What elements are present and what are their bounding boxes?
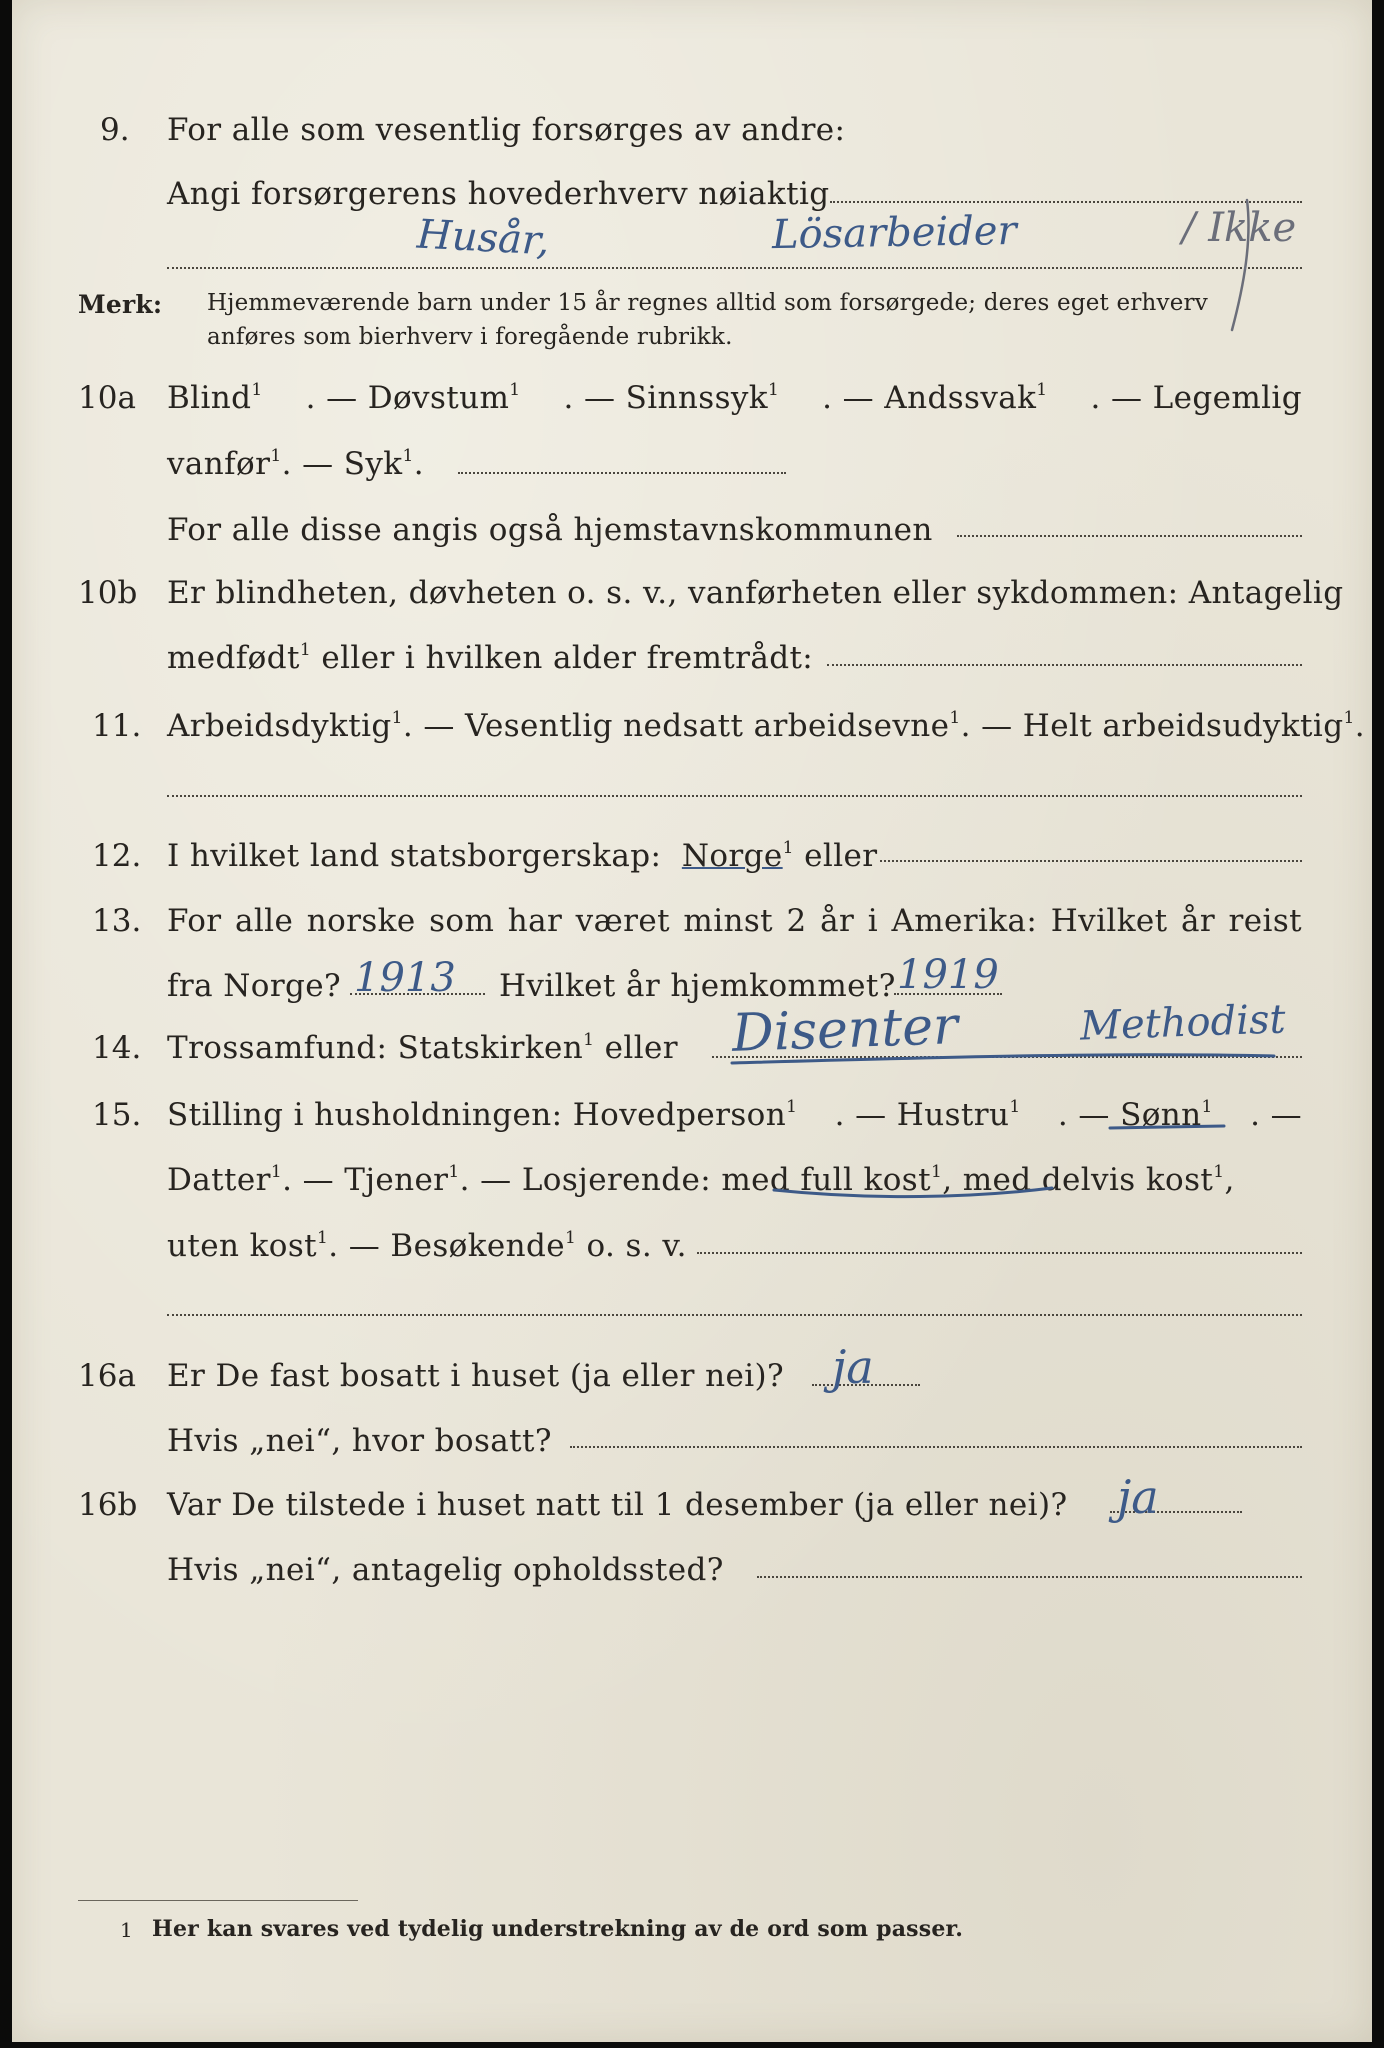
merk-label: Merk: xyxy=(78,290,163,319)
q15-hovedperson: Stilling i husholdningen: Hovedperson$^1$ xyxy=(167,1097,798,1133)
q10a-line3: For alle disse angis også hjemstavnskommunen xyxy=(167,512,933,548)
census-form-page xyxy=(12,0,1372,2042)
q16b-line1: Var De tilstede i huset natt til 1 desember (ja eller nei)? xyxy=(167,1487,1068,1523)
q16a-line1: Er De fast bosatt i huset (ja eller nei)? xyxy=(167,1358,785,1394)
q14-number: 14. xyxy=(92,1030,142,1066)
q16a-line2: Hvis „nei“, hvor bosatt? xyxy=(167,1423,552,1459)
q13-handwritten-hjemkommet: 1919 xyxy=(897,952,999,998)
q11-line: Arbeidsdyktig$^1$. — Vesentlig nedsatt arbeidsevne$^1$. — Helt arbeidsudyktig$^1$. xyxy=(167,708,1365,744)
q10b-line1: Er blindheten, døvheten o. s. v., vanførheten eller sykdommen: Antagelig xyxy=(167,575,1344,611)
q14-line: Trossamfund: Statskirken$^1$ eller xyxy=(167,1030,679,1066)
q11-number: 11. xyxy=(92,708,142,744)
q15-number: 15. xyxy=(92,1097,142,1133)
footnote-mark: 1 xyxy=(120,1918,133,1942)
q10a-blind: Blind$^1$ xyxy=(167,380,263,416)
footnote-text: Her kan svares ved tydelig understrekning av de ord som passer. xyxy=(152,1916,964,1942)
q10a-line2: vanfør$^1$. — Syk$^1$. xyxy=(167,446,424,482)
q15-dash: . — xyxy=(1250,1097,1302,1133)
merk-line2: anføres som bierhverv i foregående rubrikk. xyxy=(207,324,733,350)
q9-margin-stroke xyxy=(1232,200,1249,330)
q16a-handwritten-answer: ja xyxy=(832,1340,874,1394)
q10a-andssvak: . — Andssvak$^1$ xyxy=(822,380,1048,416)
q12-line: I hvilket land statsborgerskap: Norge$^1$ eller xyxy=(167,838,878,874)
q9-line1: For alle som vesentlig forsørges av andre: xyxy=(167,112,846,148)
q16b-handwritten-answer: ja xyxy=(1117,1470,1159,1524)
pen-strokes xyxy=(12,0,1372,2042)
q13-line2-a: fra Norge? xyxy=(167,968,342,1004)
q9-line2: Angi forsørgerens hovederhverv nøiaktig xyxy=(167,176,830,212)
q9-handwritten-answer-c: / Ikke xyxy=(1182,205,1297,251)
q13-handwritten-reist: 1913 xyxy=(354,955,456,1001)
q12-number: 12. xyxy=(92,838,142,874)
q15-sonn-underline xyxy=(1110,1126,1224,1128)
q9-handwritten-answer-a: Husår, xyxy=(415,211,551,265)
q16b-number: 16b xyxy=(78,1487,138,1523)
q10b-line2: medfødt$^1$ eller i hvilken alder fremtrådt: xyxy=(167,640,814,676)
q15-line3: uten kost$^1$. — Besøkende$^1$ o. s. v. xyxy=(167,1228,687,1264)
q10a-number: 10a xyxy=(78,380,136,416)
q15-med-full-kost-underline xyxy=(774,1188,1052,1197)
q10a-legemlig: . — Legemlig xyxy=(1090,380,1302,416)
q15-hustru: . — Hustru$^1$ xyxy=(834,1097,1021,1133)
q14-underline-stroke xyxy=(732,1055,1274,1063)
q10a-dovstum: . — Døvstum$^1$ xyxy=(305,380,521,416)
q15-sonn: . — Sønn$^1$ xyxy=(1057,1097,1213,1133)
q9-handwritten-answer-b: Lösarbeider xyxy=(771,207,1017,259)
q16b-line2: Hvis „nei“, antagelig opholdssted? xyxy=(167,1552,724,1588)
q10a-sinnssyk: . — Sinnssyk$^1$ xyxy=(563,380,780,416)
q10b-number: 10b xyxy=(78,575,138,611)
q15-line2: Datter$^1$. — Tjener$^1$. — Losjerende: med full kost$^1$, med delvis kost$^1$, xyxy=(167,1162,1235,1198)
q13-line1: For alle norske som har været minst 2 år i Amerika: Hvilket år reist xyxy=(167,903,1302,939)
q13-line2-b: Hvilket år hjemkommet? xyxy=(499,968,896,1004)
q16a-number: 16a xyxy=(78,1358,136,1394)
merk-line1: Hjemmeværende barn under 15 år regnes alltid som forsørgede; deres eget erhverv xyxy=(207,290,1208,316)
q9-number: 9. xyxy=(100,112,130,148)
q14-handwritten-answer-b: Methodist xyxy=(1079,996,1287,1050)
q14-handwritten-answer-a: Disenter xyxy=(731,996,959,1064)
q13-number: 13. xyxy=(92,903,142,939)
